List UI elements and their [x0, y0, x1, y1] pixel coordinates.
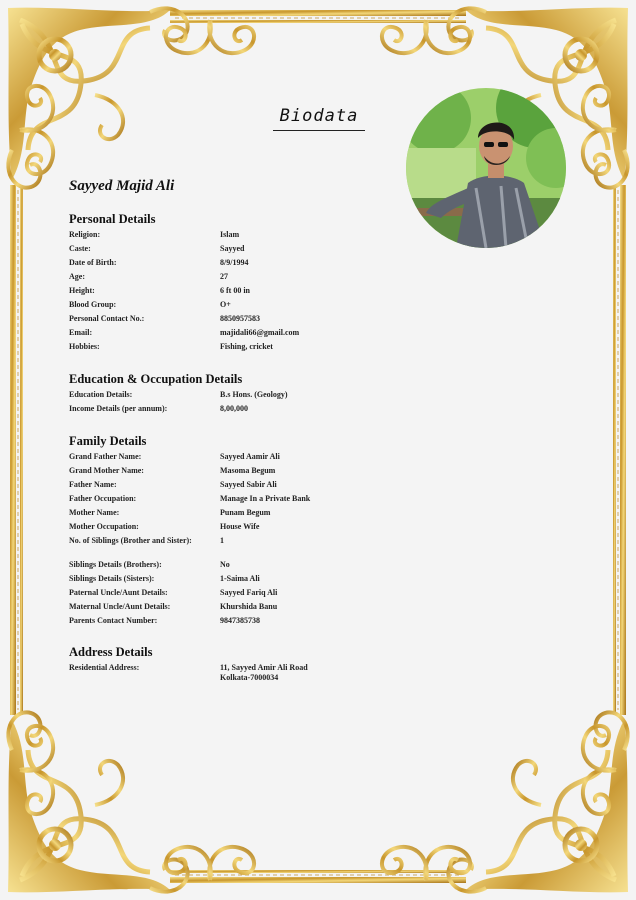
detail-label: Parents Contact Number:	[69, 616, 158, 625]
detail-label: Siblings Details (Brothers):	[69, 560, 162, 569]
detail-label: Grand Mother Name:	[69, 466, 144, 475]
detail-label: Father Name:	[69, 480, 117, 489]
detail-value: 1-Saima Ali	[220, 574, 260, 583]
detail-label: Hobbies:	[69, 342, 100, 351]
detail-label: Siblings Details (Sisters):	[69, 574, 155, 583]
detail-label: Residential Address:	[69, 663, 140, 672]
detail-value: Sayyed	[220, 244, 245, 253]
detail-label: Paternal Uncle/Aunt Details:	[69, 588, 168, 597]
detail-value: 9847385738	[220, 616, 260, 625]
detail-value: Sayyed Aamir Ali	[220, 452, 280, 461]
detail-value: O+	[220, 300, 231, 309]
section-title-education: Education & Occupation Details	[69, 372, 243, 386]
detail-value: B.s Hons. (Geology)	[220, 390, 288, 399]
detail-value: Sayyed Fariq Ali	[220, 588, 278, 597]
document-title: Biodata	[279, 106, 359, 126]
detail-value: House Wife	[220, 522, 260, 531]
detail-value: Sayyed Sabir Ali	[220, 480, 277, 489]
detail-value: Khurshida Banu	[220, 602, 278, 611]
detail-label: Age:	[69, 272, 85, 281]
profile-photo	[406, 88, 566, 248]
detail-label: Date of Birth:	[69, 258, 117, 267]
section-title-personal: Personal Details	[69, 212, 156, 226]
detail-value: Masoma Begum	[220, 466, 276, 475]
detail-label: Height:	[69, 286, 95, 295]
detail-value: 11, Sayyed Amir Ali Road Kolkata-7000034	[220, 663, 308, 682]
detail-value: majidali66@gmail.com	[220, 328, 300, 337]
detail-label: Email:	[69, 328, 93, 337]
detail-value: No	[220, 560, 230, 569]
detail-value: Fishing, cricket	[220, 342, 273, 351]
detail-label: No. of Siblings (Brother and Sister):	[69, 536, 192, 545]
detail-value: Punam Begum	[220, 508, 271, 517]
detail-value: 27	[220, 272, 228, 281]
detail-value: 8/9/1994	[220, 258, 249, 267]
detail-label: Income Details (per annum):	[69, 404, 168, 413]
detail-label: Personal Contact No.:	[69, 314, 145, 323]
section-title-family: Family Details	[69, 434, 147, 448]
candidate-name: Sayyed Majid Ali	[69, 178, 175, 194]
section-title-address: Address Details	[69, 645, 153, 659]
detail-label: Blood Group:	[69, 300, 117, 309]
detail-value: 6 ft 00 in	[220, 286, 250, 295]
detail-label: Caste:	[69, 244, 91, 253]
detail-value: 8,00,000	[220, 404, 248, 413]
detail-value: 1	[220, 536, 224, 545]
detail-label: Maternal Uncle/Aunt Details:	[69, 602, 171, 611]
detail-value: Manage In a Private Bank	[220, 494, 311, 503]
detail-label: Education Details:	[69, 390, 133, 399]
detail-label: Mother Occupation:	[69, 522, 139, 531]
detail-label: Grand Father Name:	[69, 452, 142, 461]
detail-label: Father Occupation:	[69, 494, 137, 503]
detail-value: Islam	[220, 230, 240, 239]
detail-label: Religion:	[69, 230, 101, 239]
title-underline	[273, 130, 365, 131]
detail-value: 8850957583	[220, 314, 260, 323]
detail-label: Mother Name:	[69, 508, 120, 517]
